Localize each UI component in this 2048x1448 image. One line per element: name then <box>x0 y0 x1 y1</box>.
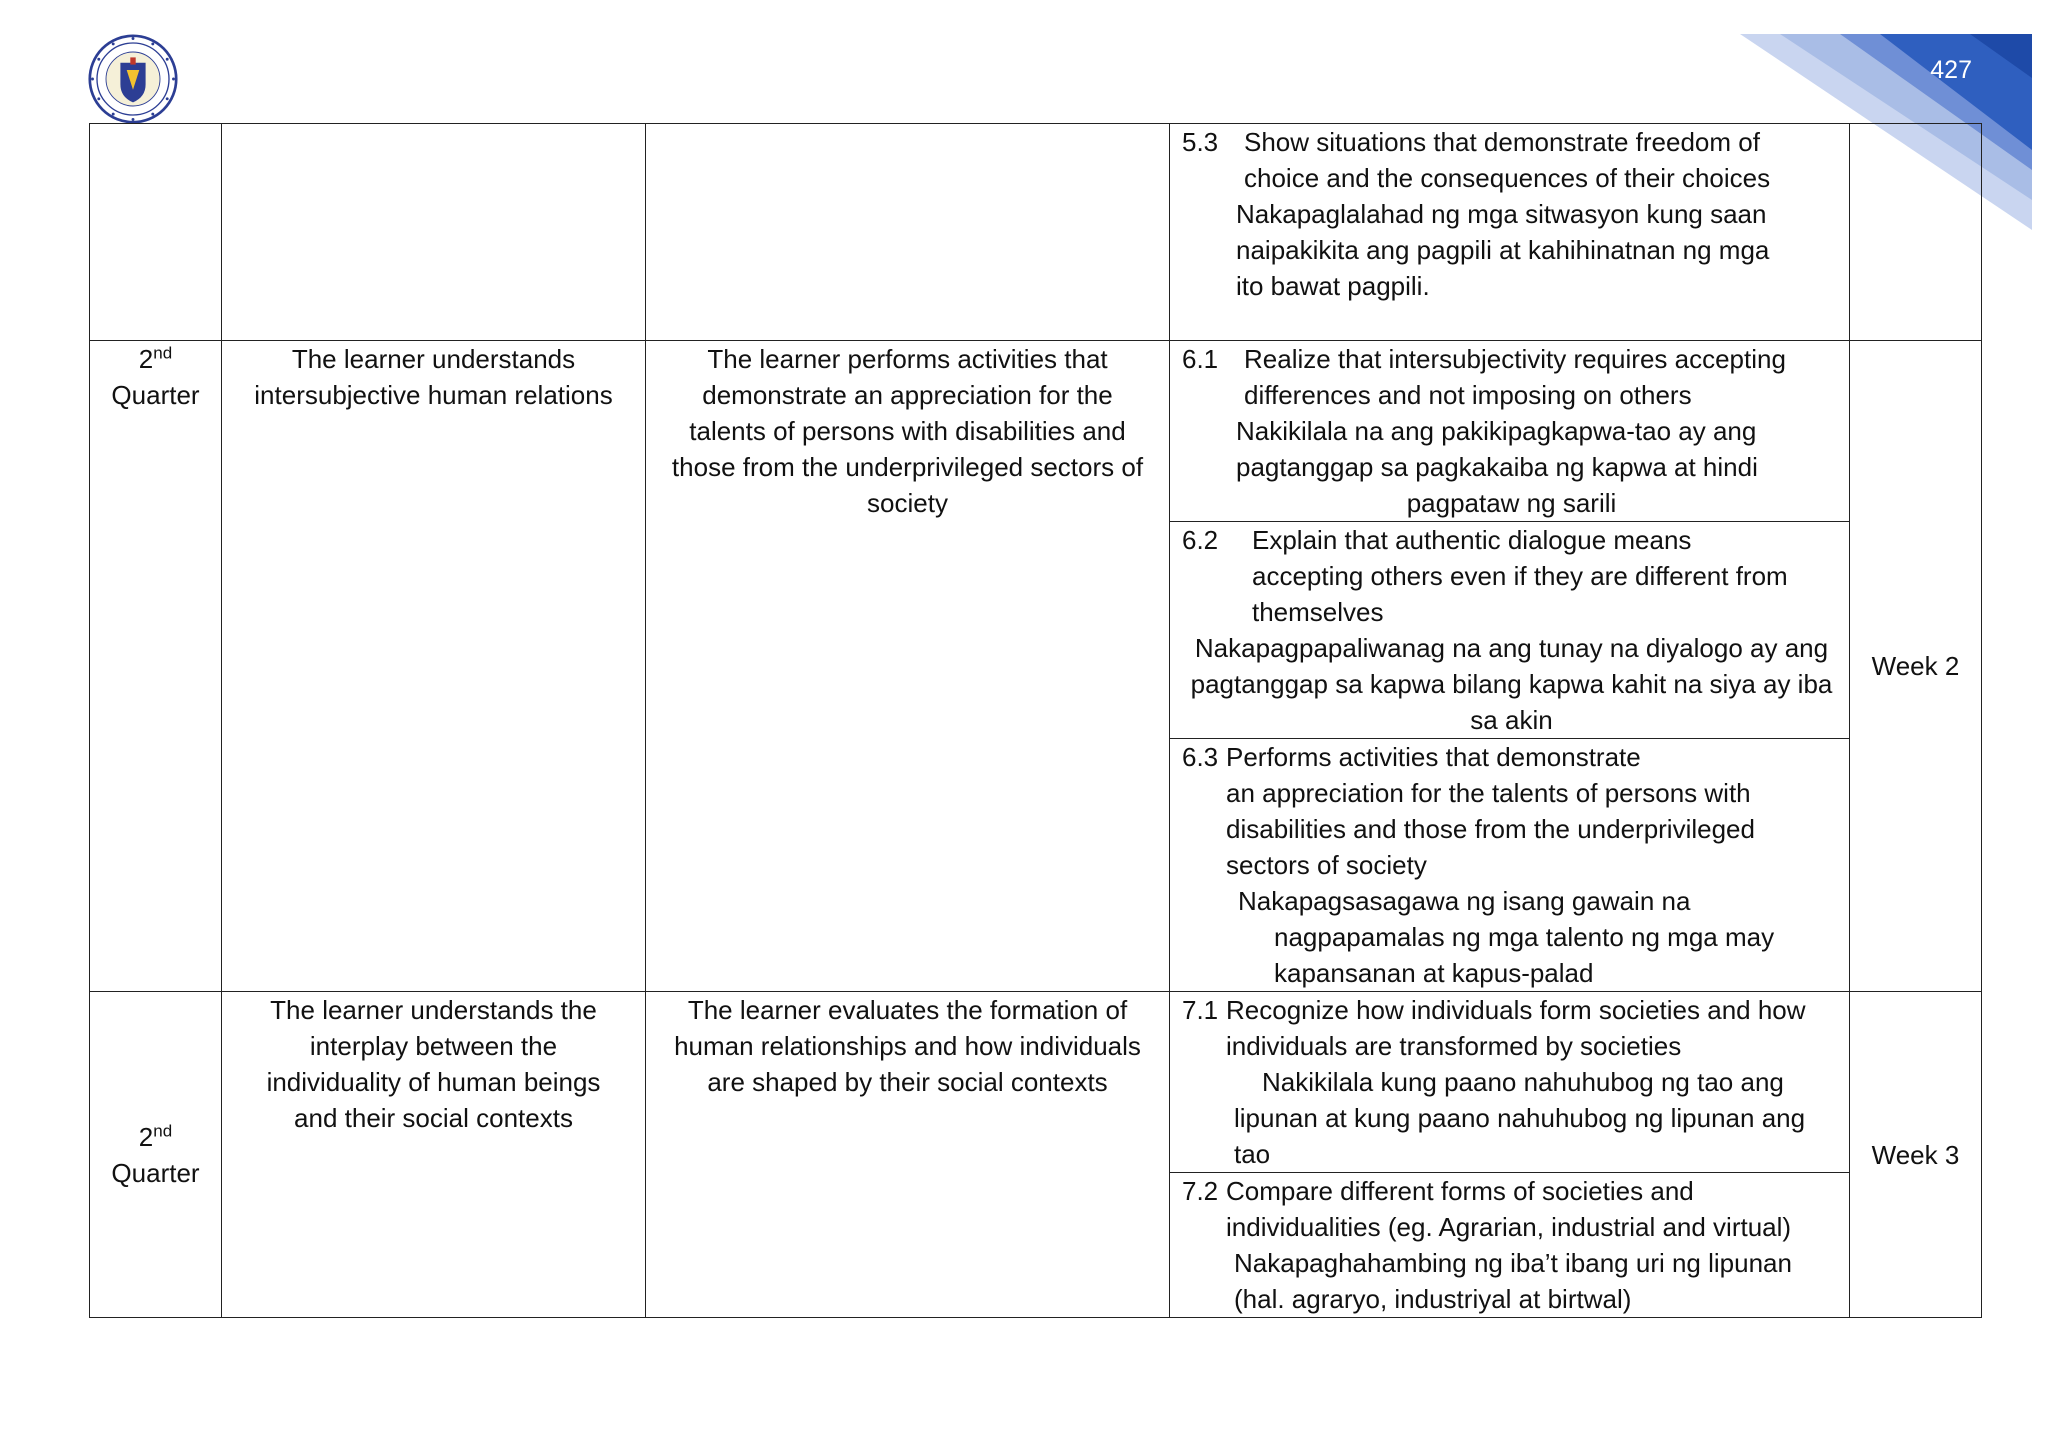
quarter-label: Quarter <box>111 1157 200 1188</box>
competency-filipino: Nakapaglalahad ng mga sitwasyon kung saan naipakikita ang pagpili at kahihinatnan ng mga ito bawat pagpili. <box>1236 199 1770 301</box>
competency-cell <box>1170 341 1850 522</box>
competency-number: 7.1 <box>1182 995 1219 1025</box>
deped-seal-logo <box>88 34 178 124</box>
competency-filipino: Nakapagsasagawa ng isang gawain na <box>1238 886 1691 916</box>
competency-english: Show situations that demonstrate freedom of choice and the consequences of their choices <box>1244 127 1771 193</box>
performance-standard-text: The learner performs activities that demonstrate an appreciation for the talents of persons with disabilities and those from the underprivileged sectors of society <box>671 344 1144 518</box>
week-cell <box>1850 124 1982 341</box>
week-cell <box>1850 341 1982 992</box>
competency-cell <box>1170 992 1850 1173</box>
page-number: 427 <box>1930 56 1972 84</box>
competency-english: Realize that intersubjectivity requires accepting differences and not imposing on others <box>1244 344 1786 410</box>
performance-standard-cell <box>646 124 1170 341</box>
competency-filipino: Nakapagpapaliwanag na ang tunay na diyalogo ay ang pagtanggap sa kapwa bilang kapwa kahit na siya ay iba sa akin <box>1190 633 1833 735</box>
content-standard-cell <box>222 992 646 1318</box>
quarter-cell <box>90 992 222 1318</box>
competency-number: 6.1 <box>1182 344 1219 374</box>
competency-filipino-continued: nagpapamalas ng mga talento ng mga may kapansanan at kapus-palad <box>1274 922 1775 988</box>
table-row <box>90 124 1982 341</box>
competency-english-continued: an appreciation for the talents of persons with disabilities and those from the underprivileged sectors of society <box>1226 778 1755 880</box>
quarter-label: Quarter <box>111 380 200 410</box>
competency-cell <box>1170 1173 1850 1318</box>
competency-cell <box>1170 739 1850 992</box>
quarter-number: 2 <box>138 1121 154 1152</box>
content-standard-text: The learner understands the interplay between the individuality of human beings and their social contexts <box>266 995 601 1133</box>
content-standard-text: The learner understands intersubjective human relations <box>254 344 613 410</box>
content-standard-cell <box>222 124 646 341</box>
curriculum-table <box>89 123 1982 1318</box>
competency-english: Performs activities that demonstrate <box>1226 742 1641 772</box>
week-label: Week 2 <box>1871 651 1960 681</box>
competency-filipino: Nakikilala na ang pakikipagkapwa-tao ay ang pagtanggap sa pagkakaiba ng kapwa at hindi <box>1236 416 1758 482</box>
competency-filipino: Nakikilala kung paano nahuhubog ng tao ang <box>1262 1067 1784 1097</box>
competency-number: 6.2 <box>1182 525 1219 555</box>
week-label: Week 3 <box>1871 1139 1960 1170</box>
competency-filipino-continued: pagpataw ng sarili <box>1406 488 1617 518</box>
quarter-number: 2 <box>138 344 154 374</box>
competency-filipino: Nakapaghahambing ng iba’t ibang uri ng lipunan (hal. agraryo, industriyal at birtwal) <box>1234 1248 1792 1314</box>
competency-cell <box>1170 522 1850 739</box>
competency-english: Explain that authentic dialogue means accepting others even if they are different from themselves <box>1252 525 1788 627</box>
competency-english: Recognize how individuals form societies and how individuals are transformed by societies <box>1226 995 1806 1061</box>
performance-standard-text: The learner evaluates the formation of human relationships and how individuals are shaped by their social contexts <box>674 995 1141 1097</box>
competency-number: 6.3 <box>1182 742 1219 772</box>
performance-standard-cell <box>646 992 1170 1318</box>
competency-cell <box>1170 124 1850 341</box>
competency-number: 7.2 <box>1182 1176 1219 1206</box>
quarter-ordinal: nd <box>153 1120 173 1140</box>
quarter-cell <box>90 341 222 992</box>
competency-filipino-continued: lipunan at kung paano nahuhubog ng lipunan ang tao <box>1234 1103 1806 1169</box>
quarter-ordinal: nd <box>153 343 173 363</box>
competency-english: Compare different forms of societies and individualities (eg. Agrarian, industrial and virtual) <box>1226 1176 1792 1242</box>
competency-number: 5.3 <box>1182 127 1219 157</box>
table-row <box>90 992 1982 1173</box>
quarter-cell <box>90 124 222 341</box>
week-cell <box>1850 992 1982 1318</box>
table-row <box>90 341 1982 522</box>
performance-standard-cell <box>646 341 1170 992</box>
content-standard-cell <box>222 341 646 992</box>
